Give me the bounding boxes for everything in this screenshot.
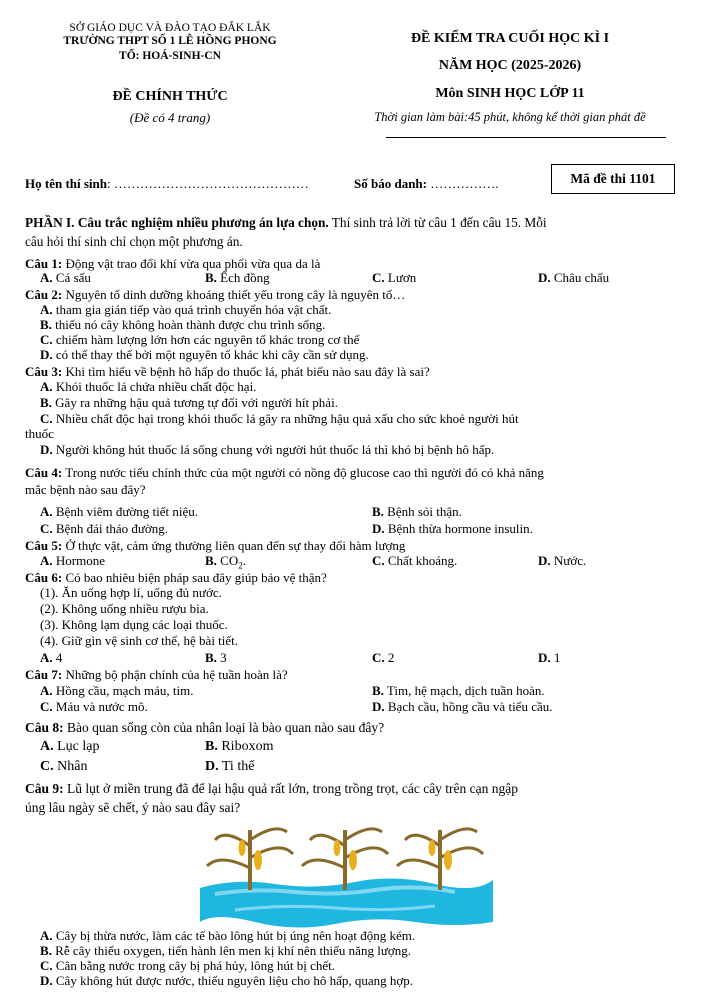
option-text-end: . (242, 553, 246, 568)
q5-option-a[interactable] (40, 554, 105, 568)
question-9-cont: úng lâu ngày sẽ chết, ý nào sau đây sai? (25, 800, 241, 815)
option-text: Ti thể (218, 759, 255, 774)
option-text: Nhân (53, 759, 88, 774)
option-text: Nước. (550, 553, 587, 568)
option-letter: C. (40, 411, 53, 426)
option-letter: D. (538, 650, 551, 665)
option-letter: C. (40, 521, 53, 536)
option-text: Nhiều chất độc hại trong khói thuốc lá gây ra những hậu quả xấu cho sức khoẻ người hút (52, 411, 519, 426)
exam-title: ĐỀ KIỂM TRA CUỐI HỌC KÌ I (410, 31, 610, 46)
question-text: Khi tìm hiểu về bệnh hô hấp do thuốc lá, phát biểu nào sau đây là sai? (62, 364, 430, 379)
option-letter: B. (205, 270, 217, 285)
option-letter: D. (538, 553, 551, 568)
option-text: Bệnh sỏi thận. (383, 504, 462, 519)
q5-option-c[interactable] (372, 554, 457, 568)
q3-option-b[interactable] (40, 396, 338, 410)
official-label: ĐỀ CHÍNH THỨC (112, 89, 228, 104)
q9-option-c[interactable] (40, 959, 335, 973)
student-info-line (25, 176, 309, 191)
q1-option-b[interactable] (205, 271, 270, 285)
subscript: 2 (238, 560, 243, 571)
option-text: Khói thuốc lá chứa nhiều chất độc hại. (52, 379, 257, 394)
question-6 (25, 570, 327, 585)
option-text: Riboxom (217, 739, 274, 754)
q8-option-a[interactable] (40, 740, 100, 754)
option-text: Bệnh đái tháo đường. (52, 521, 169, 536)
option-letter: A. (40, 270, 53, 285)
part1-title: PHẦN I. Câu trắc nghiệm nhiều phương án lựa chọn. (25, 215, 329, 230)
option-text: Chất khoáng. (384, 553, 458, 568)
option-letter: D. (538, 270, 551, 285)
q7-option-a[interactable] (40, 684, 193, 698)
question-number: Câu 9: (25, 781, 64, 796)
question-text: Có bao nhiêu biện pháp sau đây giúp bảo vệ thận? (62, 570, 327, 585)
option-letter: B. (372, 683, 384, 698)
option-text: Người không hút thuốc lá sống chung với người hút thuốc lá thì khó bị bệnh hô hấp. (52, 442, 495, 457)
option-letter: A. (40, 928, 53, 943)
q3-option-c[interactable] (40, 412, 519, 426)
q6-item-1: (1). Ăn uống hợp lí, uống đủ nước. (40, 585, 222, 600)
name-blank[interactable]: : ……………………………………… (107, 176, 309, 191)
option-letter: A. (40, 379, 53, 394)
option-text: Hồng cầu, mạch máu, tim. (52, 683, 194, 698)
q6-item-4: (4). Giữ gìn vệ sinh cơ thể, hệ bài tiết. (40, 633, 239, 648)
header-rule (386, 137, 666, 138)
option-text: Tim, hệ mạch, dịch tuần hoàn. (383, 683, 545, 698)
option-letter: A. (40, 683, 53, 698)
option-letter: A. (40, 553, 53, 568)
option-text: Lục lạp (53, 739, 100, 754)
question-text: Nguyên tố dinh dưỡng khoáng thiết yếu trong cây là nguyên tố… (62, 287, 406, 302)
option-letter: C. (40, 332, 53, 347)
option-text: Châu chấu (550, 270, 610, 285)
option-text: Cây bị thừa nước, làm các tế bào lông hút bị úng nên hoạt động kém. (52, 928, 416, 943)
q3-option-d[interactable] (40, 443, 494, 457)
question-number: Câu 5: (25, 538, 63, 553)
option-text: Bạch cầu, hồng cầu và tiểu cầu. (384, 699, 553, 714)
option-letter: D. (205, 759, 219, 774)
option-letter: A. (40, 504, 53, 519)
q1-option-d[interactable] (538, 271, 609, 285)
question-text: Ở thực vật, cảm ứng thường liên quan đến sự thay đổi hàm lượng (62, 538, 406, 553)
question-number: Câu 6: (25, 570, 63, 585)
question-4-cont: mắc bệnh nào sau đây? (25, 482, 146, 497)
option-letter: C. (372, 553, 385, 568)
option-text: chiếm hàm lượng lớn hơn các nguyên tố khác trong cơ thể (52, 332, 360, 347)
option-letter: D. (40, 973, 53, 988)
question-1 (25, 256, 320, 271)
question-text: Động vật trao đổi khí vừa qua phổi vừa qua da là (62, 256, 321, 271)
q8-option-c[interactable] (40, 760, 87, 774)
question-number: Câu 7: (25, 667, 63, 682)
question-7 (25, 667, 288, 682)
option-text: Cân bằng nước trong cây bị phá hủy, lông hút bị chết. (52, 958, 336, 973)
exam-time: Thời gian làm bài:45 phút, không kể thời gian phát đề (374, 110, 646, 124)
option-letter: D. (372, 521, 385, 536)
option-letter: A. (40, 302, 53, 317)
option-text: Máu và nước mô. (52, 699, 148, 714)
page-count: (Đề có 4 trang) (129, 110, 211, 125)
option-letter: B. (372, 504, 384, 519)
q6-option-b[interactable] (205, 651, 227, 665)
q3-option-c-cont: thuốc (25, 426, 54, 441)
option-letter: B. (40, 317, 52, 332)
question-8 (25, 720, 384, 735)
part1-heading (25, 213, 685, 251)
q6-item-3: (3). Không lạm dụng các loại thuốc. (40, 617, 228, 632)
corn-plant (207, 829, 293, 890)
q4-option-a[interactable] (40, 505, 198, 519)
q5-option-d[interactable] (538, 554, 586, 568)
option-letter: C. (372, 270, 385, 285)
question-number: Câu 4: (25, 465, 63, 480)
question-text: Những bộ phận chính của hệ tuần hoàn là? (62, 667, 288, 682)
question-number: Câu 1: (25, 256, 63, 271)
exam-code-box: Mã đề thi 1101 (551, 164, 675, 194)
question-number: Câu 8: (25, 720, 64, 735)
part1-instructions-2: câu hỏi thí sinh chỉ chọn một phương án. (25, 234, 243, 249)
q1-option-c[interactable] (372, 271, 416, 285)
question-text: Trong nước tiểu chính thức của một người có nồng độ glucose cao thì người đó có khả năng (62, 465, 544, 480)
part1-instructions: Thí sinh trả lời từ câu 1 đến câu 15. Mỗi (328, 215, 547, 230)
option-letter: C. (40, 699, 53, 714)
q6-option-c[interactable] (372, 651, 394, 665)
option-letter: D. (40, 347, 53, 362)
question-number: Câu 3: (25, 364, 63, 379)
question-3 (25, 364, 430, 379)
q8-option-b[interactable] (205, 740, 273, 754)
option-letter: B. (205, 553, 217, 568)
option-text: Lươn (384, 270, 417, 285)
option-letter: B. (205, 739, 218, 754)
q3-option-a[interactable] (40, 380, 256, 394)
q4-option-d[interactable] (372, 522, 533, 536)
option-text: 1 (550, 650, 561, 665)
option-letter: D. (40, 442, 53, 457)
question-5 (25, 538, 405, 553)
q7-option-b[interactable] (372, 684, 545, 698)
subject-title: Môn SINH HỌC LỚP 11 (435, 86, 585, 101)
q2-option-a[interactable] (40, 303, 331, 317)
option-text: Cá sấu (52, 270, 91, 285)
option-letter: C. (372, 650, 385, 665)
q2-option-b[interactable] (40, 318, 325, 332)
option-text: Gây ra những hậu quả tương tự đối với người hít phải. (51, 395, 338, 410)
id-line (354, 176, 498, 191)
id-blank[interactable]: ……………. (426, 176, 499, 191)
department-name: SỞ GIÁO DỤC VÀ ĐÀO TẠO ĐẮK LẮK (69, 22, 271, 34)
option-text: 4 (52, 650, 63, 665)
option-text: Rễ cây thiếu oxygen, tiến hành lên men kị khí nên thiếu năng lượng. (51, 943, 411, 958)
question-text: Lũ lụt ở miền trung đã để lại hậu quả rất lớn, trong trồng trọt, các cây trên cạn ngập (63, 781, 519, 796)
option-text: Hormone (52, 553, 105, 568)
question-4 (25, 465, 544, 480)
q7-option-c[interactable] (40, 700, 148, 714)
question-9 (25, 781, 518, 796)
id-label: Số báo danh: (354, 176, 427, 191)
flooded-corn-illustration (195, 818, 495, 928)
option-text: có thể thay thế bởi một nguyên tố khác khi cây cần sử dụng. (52, 347, 369, 362)
school-name: TRƯỜNG THPT SỐ 1 LÊ HỒNG PHONG (63, 35, 277, 47)
school-year: NĂM HỌC (2025-2026) (438, 58, 582, 73)
option-text: tham gia gián tiếp vào quá trình chuyển hóa vật chất. (52, 302, 332, 317)
q9-option-a[interactable] (40, 929, 415, 943)
q4-option-b[interactable] (372, 505, 462, 519)
option-letter: D. (372, 699, 385, 714)
option-text: Bệnh thừa hormone insulin. (384, 521, 533, 536)
option-letter: B. (40, 943, 52, 958)
option-letter: B. (40, 395, 52, 410)
question-text: Bào quan sống còn của nhân loại là bào quan nào sau đây? (63, 720, 385, 735)
option-text: Ếch đồng (216, 270, 270, 285)
option-text: CO (216, 553, 239, 568)
group-name: TỔ: HOÁ-SINH-CN (119, 50, 221, 62)
question-2 (25, 287, 405, 302)
q1-option-a[interactable] (40, 271, 91, 285)
option-letter: C. (40, 958, 53, 973)
name-label: Họ tên thí sinh (25, 176, 107, 191)
option-text: thiếu nó cây không hoàn thành được chu trình sống. (51, 317, 326, 332)
option-letter: A. (40, 739, 54, 754)
option-letter: A. (40, 650, 53, 665)
option-letter: B. (205, 650, 217, 665)
option-letter: C. (40, 759, 54, 774)
q6-option-a[interactable] (40, 651, 62, 665)
q8-option-d[interactable] (205, 760, 254, 774)
option-text: 2 (384, 650, 395, 665)
q9-option-b[interactable] (40, 944, 411, 958)
question-number: Câu 2: (25, 287, 63, 302)
q4-option-c[interactable] (40, 522, 168, 536)
q6-option-d[interactable] (538, 651, 560, 665)
q2-option-c[interactable] (40, 333, 359, 347)
option-text: 3 (216, 650, 227, 665)
q2-option-d[interactable] (40, 348, 369, 362)
q6-item-2: (2). Không uống nhiều rượu bia. (40, 601, 209, 616)
q7-option-d[interactable] (372, 700, 553, 714)
option-text: Bệnh viêm đường tiết niệu. (52, 504, 198, 519)
q9-option-d[interactable] (40, 974, 413, 988)
option-text: Cây không hút được nước, thiếu nguyên liệu cho hô hấp, quang hợp. (52, 973, 414, 988)
